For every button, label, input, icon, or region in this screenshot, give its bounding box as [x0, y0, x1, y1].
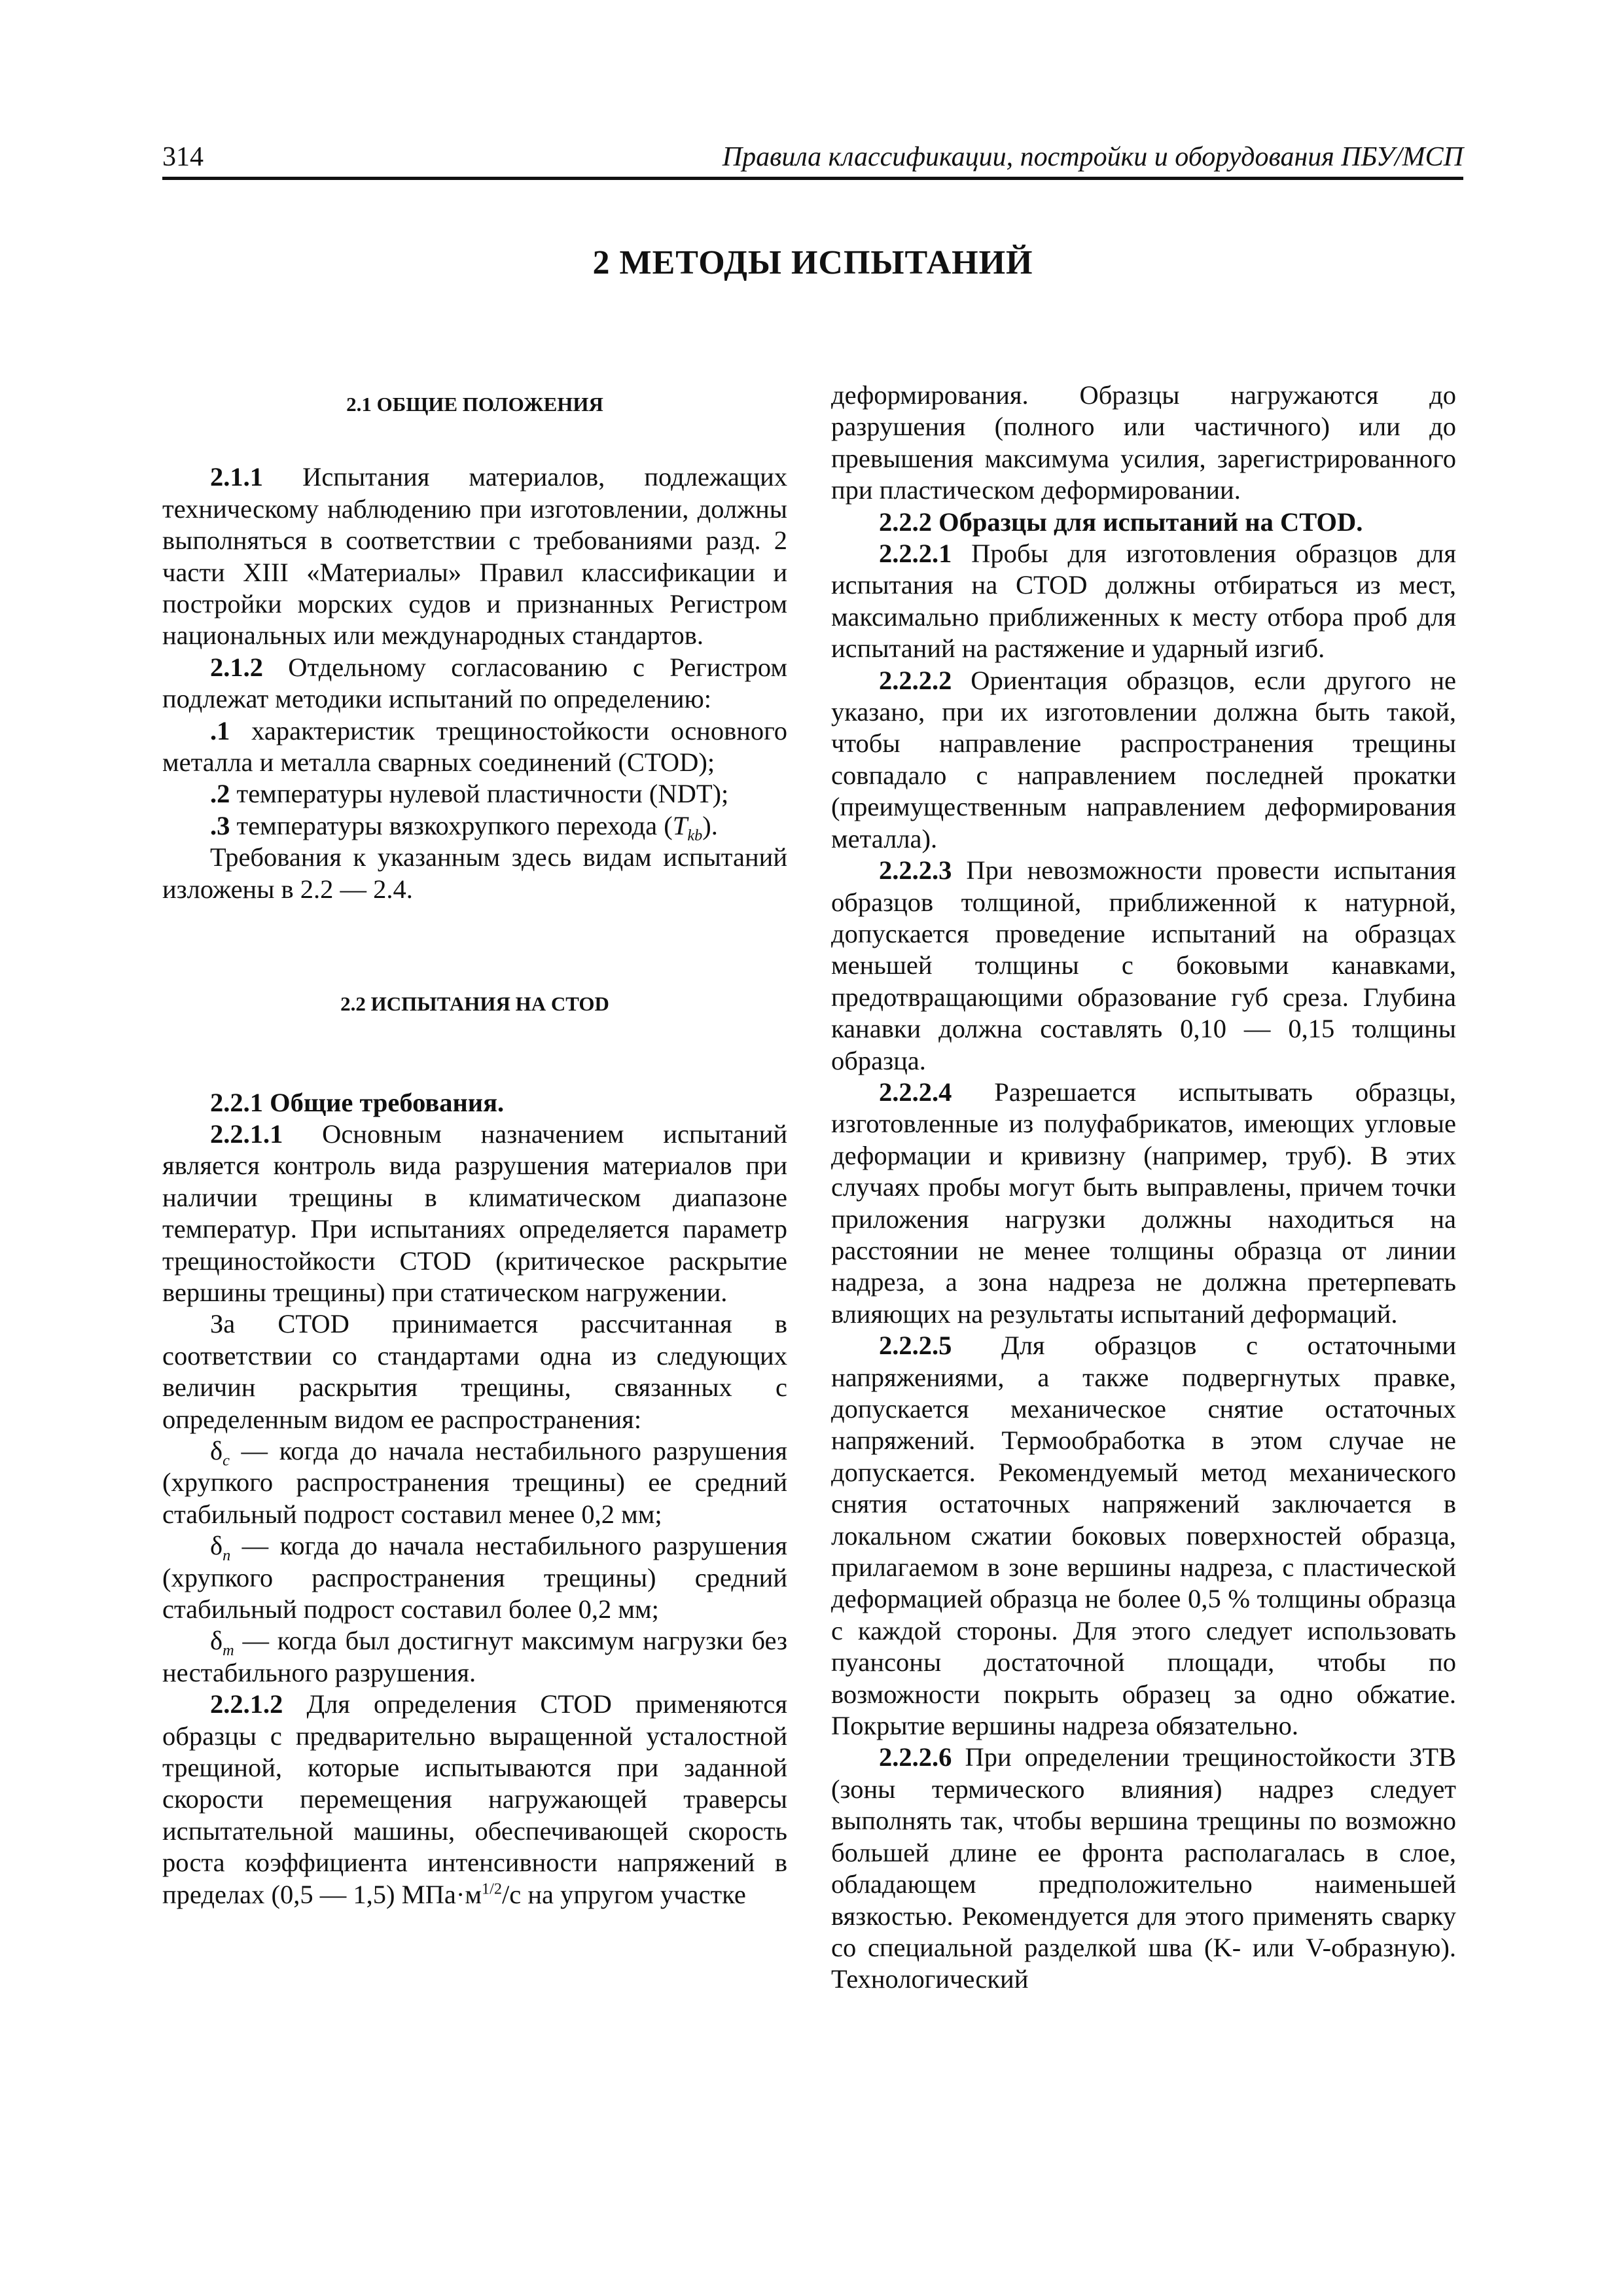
list-item-text: температуры вязкохрупкого перехода (	[230, 810, 673, 840]
paragraph-number: 2.1.1	[210, 462, 263, 492]
delta-subscript: m	[223, 1641, 234, 1660]
list-item-number: .3	[210, 810, 230, 840]
list-item-2	[162, 778, 787, 810]
paragraph-text: Отдельному согласованию с Регистром подлежат методики испытаний по определению:	[162, 652, 787, 714]
section-2-1-title: 2.1 ОБЩИЕ ПОЛОЖЕНИЯ	[346, 393, 603, 416]
symbol-t: T	[672, 810, 688, 840]
paragraph-number: 2.2.1.1	[210, 1119, 283, 1149]
paragraph-2-1-1	[162, 461, 787, 651]
section-2-2-title: 2.2 ИСПЫТАНИЯ НА CTOD	[340, 992, 609, 1016]
symbol-subscript: kb	[687, 826, 703, 844]
paragraph-2-2-2-3	[831, 855, 1456, 1077]
paragraph-text-end: /с на упругом участке	[502, 1879, 746, 1909]
paragraph-number: 2.2.2.3	[879, 855, 952, 886]
paragraph-number: 2.1.2	[210, 652, 263, 682]
delta-symbol: δ	[210, 1435, 223, 1465]
paragraph-number: 2.2.1.2	[210, 1689, 283, 1719]
chapter-title: 2 МЕТОДЫ ИСПЫТАНИЙ	[592, 244, 1033, 281]
ctod-definition-paragraph: За CTOD принимается рассчитанная в соответствии со стандартами одна из следующих величин раскрытия трещины, связанных с определенным видом ее распространения:	[162, 1309, 787, 1434]
list-item-text: характеристик трещиностойкости основного металла и металла сварных соединений (CTOD);	[162, 715, 787, 778]
delta-m-definition	[162, 1625, 787, 1689]
paragraph-text: При определении трещиностойкости ЗТВ (зоны термического влияния) надрез следует выполнять так, чтобы вершина трещины по возможно большей длине ее фронта располагалась в слое, обладающем предположительно наименьшей вязкостью. Рекомендуется для этого применять сварку со специальной разделкой шва (K- или V-образную). Технологический	[831, 1742, 1456, 1994]
paragraph-text: Ориентация образцов, если другого не указано, при их изготовлении должна быть такой, чтобы направление распространения трещины совпадало с направлением последней прокатки (преимущественным направлением деформирования металла).	[831, 665, 1456, 853]
list-item-1	[162, 715, 787, 779]
header-rule	[162, 177, 1463, 180]
paragraph-text: Пробы для изготовления образцов для испытания на CTOD должны отбираться из мест, максимально приближенных к месту отбора проб для испытаний на растяжение и ударный изгиб.	[831, 539, 1456, 664]
paragraph-number: 2.2.2.6	[879, 1742, 952, 1772]
paragraph-2-1-2	[162, 652, 787, 715]
list-item-number: .2	[210, 779, 230, 809]
delta-symbol: δ	[210, 1531, 223, 1561]
paragraph-text: Разрешается испытывать образцы, изготовленные из полуфабрикатов, имеющих угловые деформации и кривизну (например, труб). В этих случаях пробы могут быть выправлены, причем точки приложения нагрузки должны находиться на расстоянии не менее толщины образца от линии надреза, а зона надреза не должна претерпевать влияющих на результаты испытаний деформаций.	[831, 1077, 1456, 1329]
list-item-3	[162, 810, 787, 842]
page-header	[162, 139, 1463, 178]
definition-text: — когда до начала нестабильного разрушения (хрупкого распространения трещины) ее средний стабильный подрост составил менее 0,2 мм;	[162, 1435, 787, 1529]
running-title: Правила классификации, постройки и оборудования ПБУ/МСП	[722, 142, 1463, 172]
list-item-number: .1	[210, 715, 230, 745]
paragraph-2-2-1-1	[162, 1119, 787, 1308]
definition-text: — когда до начала нестабильного разрушения (хрупкого распространения трещины) средний стабильный подрост составил более 0,2 мм;	[162, 1531, 787, 1624]
subsection-2-2-1-title: 2.2.1 Общие требования.	[210, 1087, 505, 1117]
delta-c-definition	[162, 1435, 787, 1530]
paragraph-text: Для образцов с остаточными напряжениями, а также подвергнутых правке, допускается механическое снятие остаточных напряжений. Термообработка в этом случае не допускается. Рекомендуемый метод механического снятия остаточных напряжений заключается в локальном сжатии боковых поверхностей образца, прилагаемом в зоне вершины надреза, с пластической деформацией образца не более 0,5 % толщины образца с каждой стороны. Для этого следует использовать пуансоны достаточной площади, чтобы по возможности покрыть образец за одно обжатие. Покрытие вершины надреза обязательно.	[831, 1331, 1456, 1741]
paragraph-number: 2.2.2.2	[879, 665, 952, 695]
delta-subscript: n	[223, 1547, 231, 1565]
paragraph-2-2-2-5	[831, 1330, 1456, 1742]
exponent: 1/2	[481, 1880, 503, 1898]
paragraph-2-2-1-2	[162, 1689, 787, 1910]
left-column	[162, 380, 787, 1910]
subsection-2-2-2-title: 2.2.2 Образцы для испытаний на CTOD.	[879, 507, 1363, 537]
list-item-end: ).	[702, 810, 718, 840]
delta-subscript: c	[223, 1452, 230, 1470]
paragraph-number: 2.2.2.1	[879, 539, 952, 569]
paragraph-text: При невозможности провести испытания образцов толщиной, приближенной к натурной, допускается проведение испытаний на образцах меньшей толщины с боковыми канавками, предотвращающими образование губ среза. Глубина канавки должна составлять 0,10 — 0,15 толщины образца.	[831, 855, 1456, 1075]
paragraph-text: Для определения CTOD применяются образцы с предварительно выращенной усталостной трещиной, которые испытываются при заданной скорости перемещения нагружающей траверсы испытательной машины, обеспечивающей скорость роста коэффициента интенсивности напряжений в пределах (0,5 — 1,5) МПа·м	[162, 1689, 787, 1909]
requirements-paragraph: Требования к указанным здесь видам испытаний изложены в 2.2 — 2.4.	[162, 842, 787, 904]
right-column	[831, 380, 1456, 1996]
paragraph-text: Испытания материалов, подлежащих техническому наблюдению при изготовлении, должны выполняться в соответствии с требованиями разд. 2 части XIII «Материалы» Правил классификации и постройки морских судов и признанных Регистром национальных или международных стандартов.	[162, 462, 787, 651]
paragraph-2-2-2-4	[831, 1077, 1456, 1330]
delta-n-definition	[162, 1530, 787, 1625]
paragraph-text: Основным назначением испытаний является контроль вида разрушения материалов при наличии трещины в климатическом диапазоне температур. При испытаниях определяется параметр трещиностойкости CTOD (критическое раскрытие вершины трещины) при статическом нагружении.	[162, 1119, 787, 1307]
paragraph-2-2-2-6	[831, 1742, 1456, 1995]
continued-paragraph: деформирования. Образцы нагружаются до разрушения (полного или частичного) или до превышения максимума усилия, зарегистрированного при пластическом деформировании.	[831, 380, 1456, 505]
paragraph-number: 2.2.2.5	[879, 1331, 952, 1361]
paragraph-2-2-2-2	[831, 665, 1456, 855]
paragraph-number: 2.2.2.4	[879, 1077, 952, 1107]
delta-symbol: δ	[210, 1626, 223, 1656]
list-item-text: температуры нулевой пластичности (NDT);	[230, 779, 729, 809]
page-number: 314	[162, 142, 204, 172]
paragraph-2-2-2-1	[831, 538, 1456, 665]
definition-text: — когда был достигнут максимум нагрузки без нестабильного разрушения.	[162, 1626, 787, 1687]
